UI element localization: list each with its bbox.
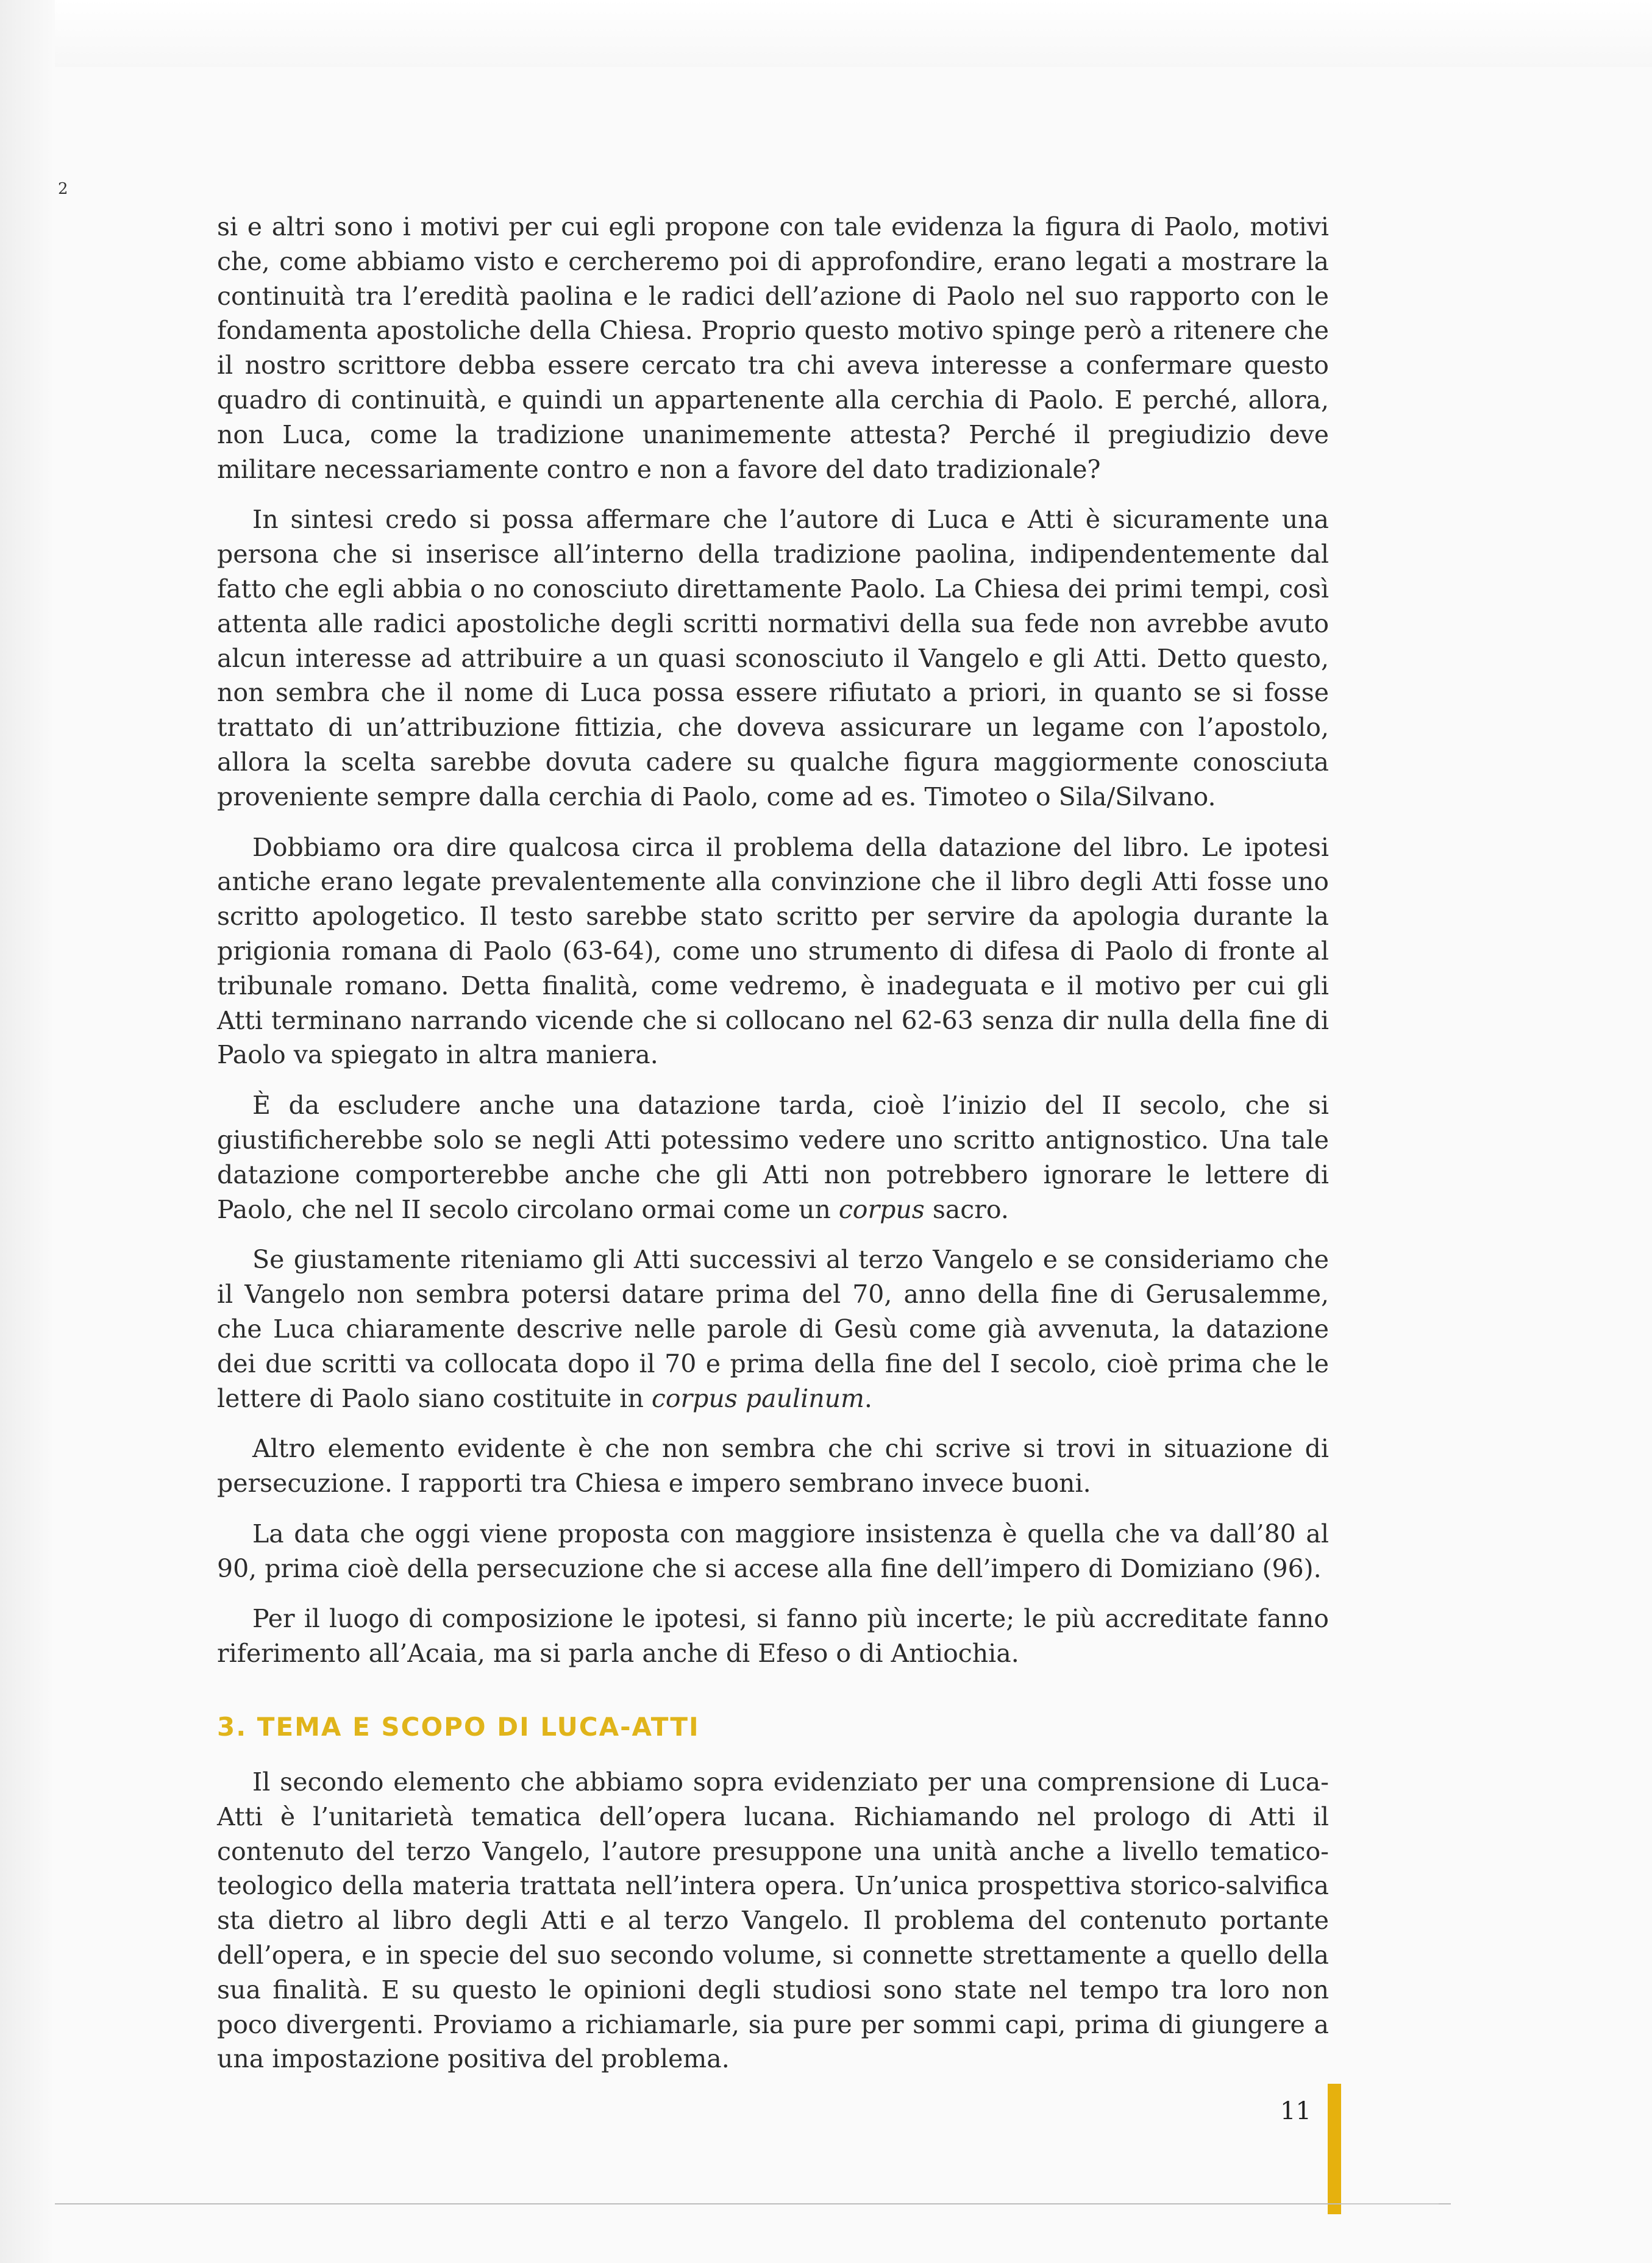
page-number: 11	[1280, 2097, 1311, 2125]
margin-number: 2	[58, 180, 68, 198]
paragraph-4-italic: corpus	[838, 1194, 925, 1224]
paragraph-6: Altro elemento evidente è che non sembra che chi scrive si trovi in situazione di persecuzione. I rapporti tra Chiesa e impero sembrano invece buoni.	[217, 1434, 1329, 1499]
paragraph-5-end: .	[864, 1383, 872, 1413]
paragraph-5	[217, 1242, 1329, 1416]
footer-rule-short	[1341, 2203, 1439, 2204]
footer-accent-bar	[1328, 2084, 1341, 2214]
paragraph-8: Per il luogo di composizione le ipotesi, si fanno più incerte; le più accreditate fanno riferimento all’Acaia, ma si parla anche di Efeso o di Antiochia.	[217, 1604, 1329, 1669]
scan-shadow-top	[0, 0, 1652, 67]
paragraph-2: In sintesi credo si possa affermare che l’autore di Luca e Atti è sicuramente una persona che si inserisce all’interno della tradizione paolina, indipendentemente dal fatto che egli abbia o no conosciuto direttamente Paolo. La Chiesa dei primi tempi, così attenta alle radici apostoliche degli scritti normativi della sua fede non avrebbe avuto alcun interesse ad attribuire a un quasi sconosciuto il Vangelo e gli Atti. Detto questo, non sembra che il nome di Luca possa essere rifiutato a priori, in quanto se si fosse trattato di un’attribuzione fittizia, che doveva assicurare un legame con l’apostolo, allora la scelta sarebbe dovuta cadere su qualche figura maggiormente conosciuta proveniente sempre dalla cerchia di Paolo, come ad es. Timoteo o Sila/Silvano.	[217, 505, 1329, 811]
paragraph-3: Dobbiamo ora dire qualcosa circa il problema della datazione del libro. Le ipotesi antiche erano legate prevalentemente alla convinzione che il libro degli Atti fosse uno scritto apologetico. Il testo sarebbe stato scritto per servire da apologia durante la prigionia romana di Paolo (63-64), come uno strumento di difesa di Paolo di fronte al tribunale romano. Detta finalità, come vedremo, è inadeguata e il motivo per cui gli Atti terminano narrando vicende che si collocano nel 62-63 senza dir nulla della fine di Paolo va spiegato in altra maniera.	[217, 832, 1329, 1070]
section-heading: 3. TEMA E SCOPO DI LUCA-ATTI	[217, 1712, 700, 1742]
scan-shadow-left	[0, 0, 55, 2263]
paragraph-4	[217, 1088, 1329, 1227]
paragraph-4-text: È da escludere anche una datazione tarda, cioè l’inizio del II secolo, che si giustificherebbe solo se negli Atti potessimo vedere uno scritto antignostico. Una tale datazione comporterebbe anche che gli Atti non potrebbero ignorare le lettere di Paolo, che nel II secolo circolano ormai come un	[217, 1091, 1329, 1224]
footer-rule	[55, 2203, 1451, 2204]
body-text	[217, 210, 1329, 2092]
paragraph-4-end: sacro.	[924, 1194, 1009, 1224]
paragraph-5-italic: corpus paulinum	[651, 1383, 864, 1413]
section-paragraph: Il secondo elemento che abbiamo sopra evidenziato per una comprensione di Luca-Atti è l’unitarietà tematica dell’opera lucana. Richiamando nel prologo di Atti il contenuto del terzo Vangelo, l’autore presuppone una unità anche a livello tematico-teologico della materia trattata nell’intera opera. Un’unica prospettiva storico-salvifica sta dietro al libro degli Atti e al terzo Vangelo. Il problema del contenuto portante dell’opera, e in specie del suo secondo volume, si connette strettamente a quello della sua finalità. E su questo le opinioni degli studiosi sono state nel tempo tra loro non poco divergenti. Proviamo a richiamarle, sia pure per sommi capi, prima di giungere a una impostazione positiva del problema.	[217, 1767, 1329, 2074]
paragraph-7: La data che oggi viene proposta con maggiore insistenza è quella che va dall’80 al 90, prima cioè della persecuzione che si accese alla fine dell’impero di Domiziano (96).	[217, 1519, 1329, 1583]
paragraph-5-text: Se giustamente riteniamo gli Atti successivi al terzo Vangelo e se consideriamo che il Vangelo non sembra potersi datare prima del 70, anno della fine di Gerusalemme, che Luca chiaramente descrive nelle parole di Gesù come già avvenuta, la datazione dei due scritti va collocata dopo il 70 e prima della fine del I secolo, cioè prima che le lettere di Paolo siano costituite in	[217, 1245, 1329, 1413]
paragraph-1: si e altri sono i motivi per cui egli propone con tale evidenza la figura di Paolo, motivi che, come abbiamo visto e cercheremo poi di approfondire, erano legati a mostrare la continuità tra l’eredità paolina e le radici dell’azione di Paolo nel suo rapporto con le fondamenta apostoliche della Chiesa. Proprio questo motivo spinge però a ritenere che il nostro scrittore debba essere cercato tra chi aveva interesse a confermare questo quadro di continuità, e quindi un appartenente alla cerchia di Paolo. E perché, allora, non Luca, come la tradizione unanimemente attesta? Perché il pregiudizio deve militare necessariamente contro e non a favore del dato tradizionale?	[217, 212, 1329, 484]
